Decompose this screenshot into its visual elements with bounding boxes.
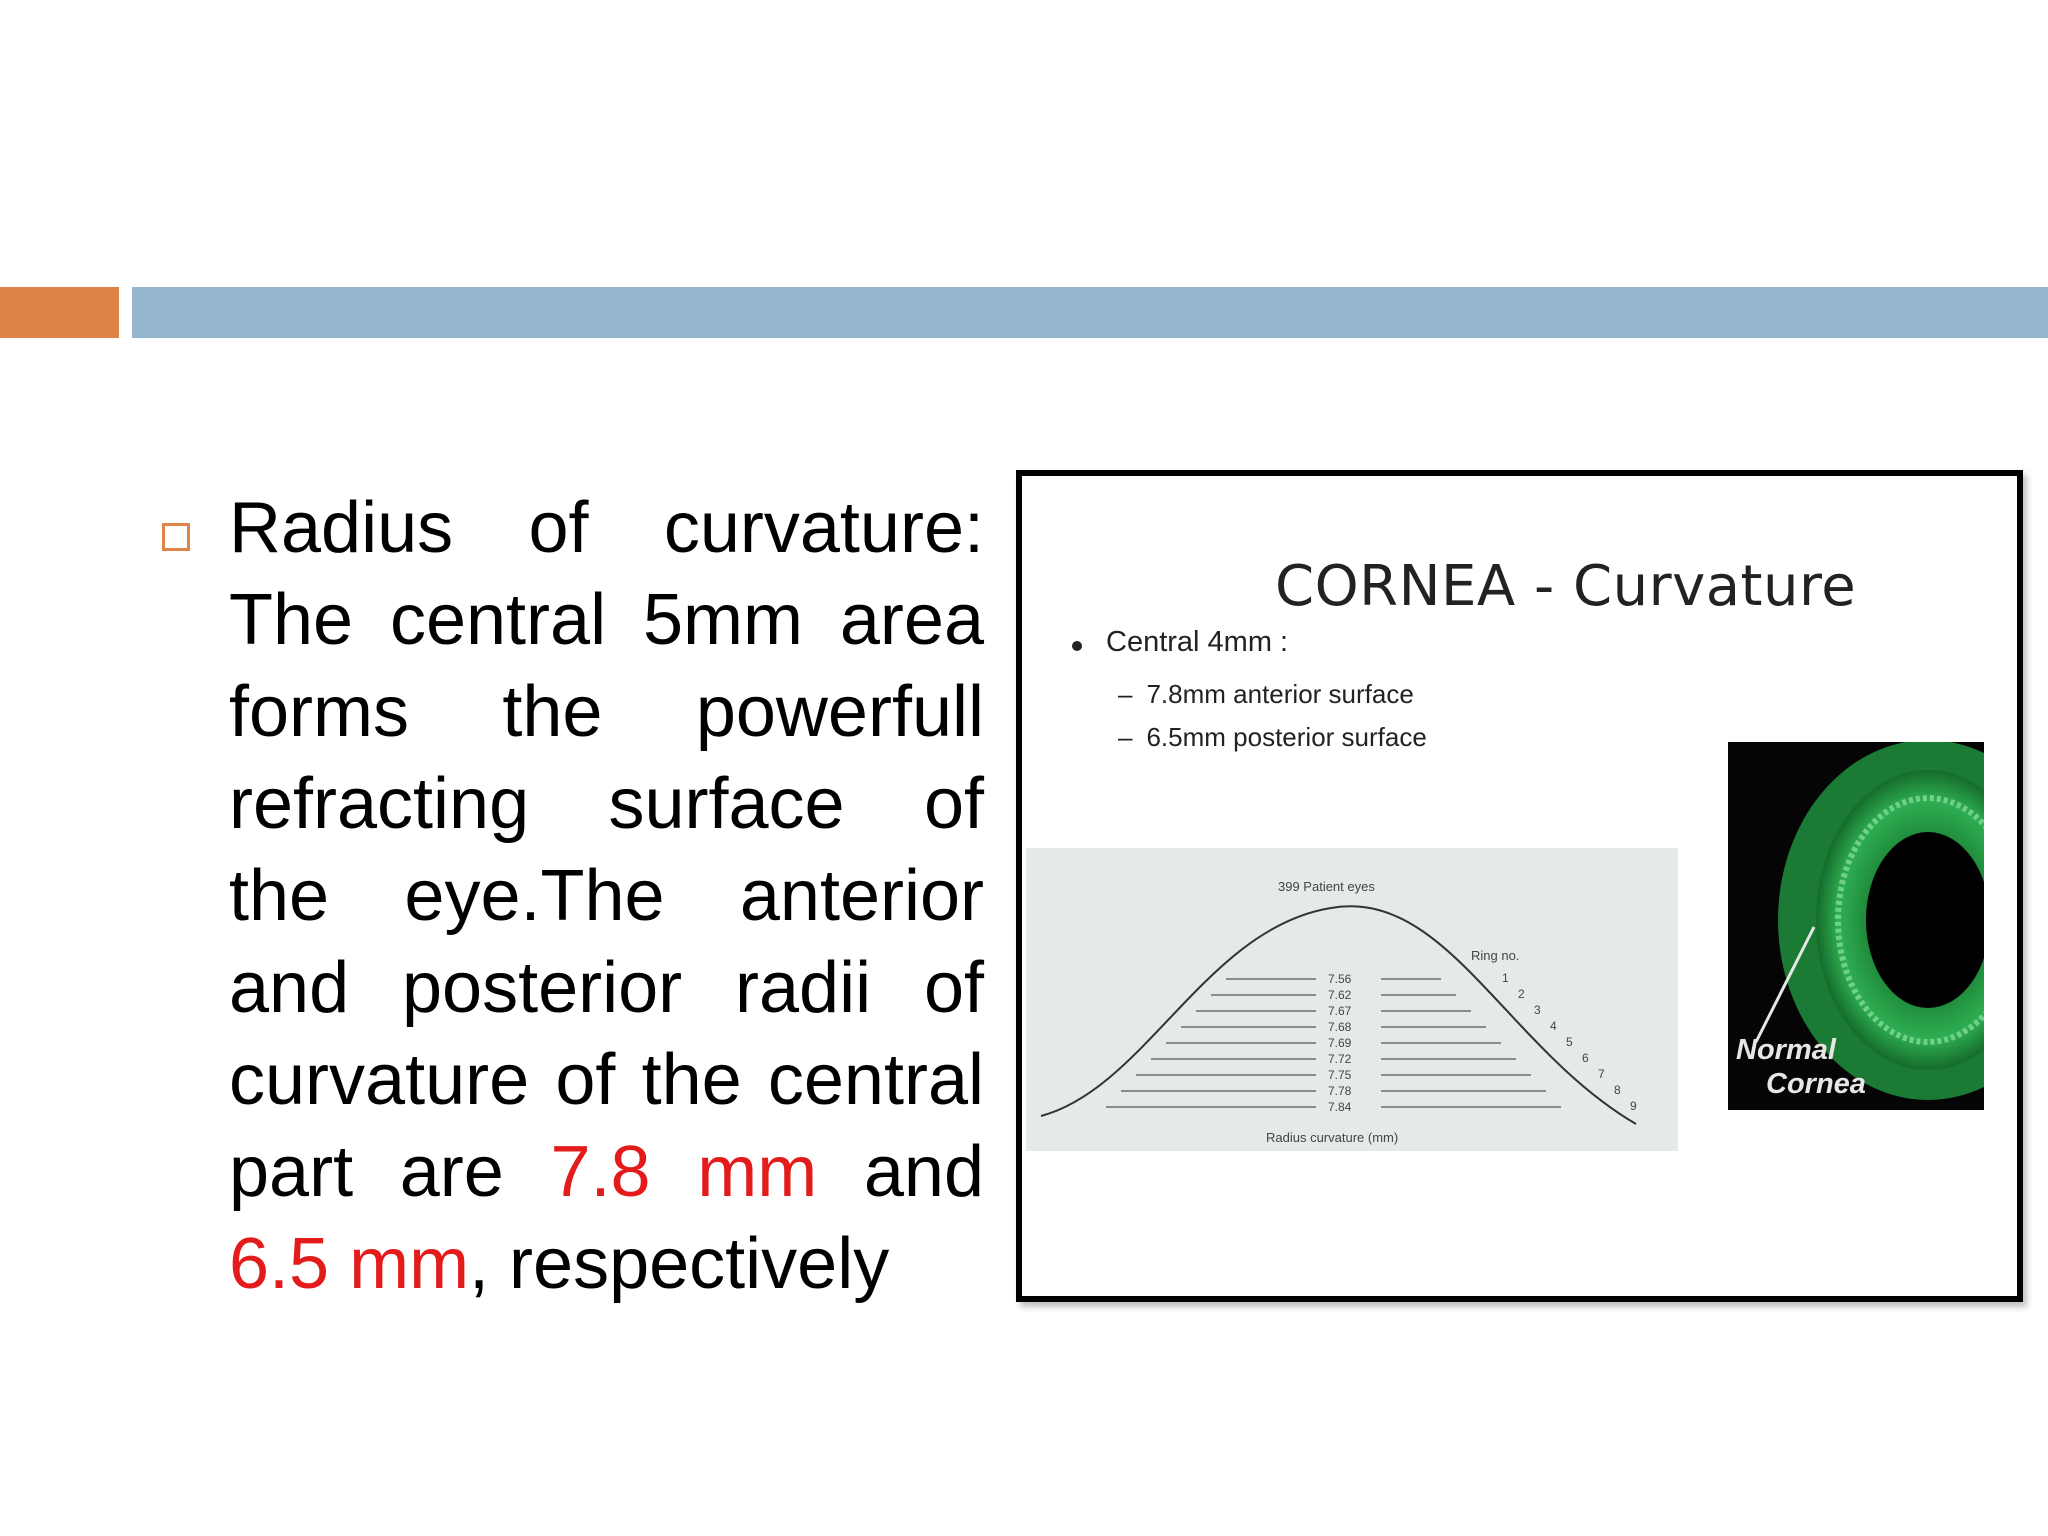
body-paragraph [229, 482, 984, 1310]
eye-caption-normal: Normal [1736, 1034, 1836, 1066]
bullet-square-icon [162, 523, 190, 551]
posterior-radius-value: 6.5 mm [229, 1224, 470, 1304]
posterior-surface-text: 6.5mm posterior surface [1146, 722, 1427, 752]
ring-number-label: 3 [1534, 1003, 1541, 1017]
ring-number-label: 5 [1566, 1035, 1573, 1049]
anterior-radius-value: 7.8 mm [550, 1132, 818, 1212]
radius-label: 7.62 [1328, 988, 1352, 1002]
text-segment: , respectively [469, 1224, 890, 1304]
ring-number-label: 4 [1550, 1019, 1557, 1033]
radius-label: 7.75 [1328, 1068, 1352, 1082]
ring-number-label: 8 [1614, 1083, 1621, 1097]
curvature-distribution-chart [1026, 848, 1678, 1151]
ring-number-label: 7 [1598, 1067, 1605, 1081]
figure-title: CORNEA - Curvature [1275, 554, 1857, 619]
chart-heading: 399 Patient eyes [1278, 879, 1375, 894]
text-segment: and [817, 1132, 985, 1212]
text-segment: Radius of curvature: The central 5mm area forms the powerfull refracting surface of the eye.The anterior and posterior radii of curvature of the central part are [229, 488, 984, 1212]
accent-bar-orange [0, 287, 119, 338]
radius-label: 7.78 [1328, 1084, 1352, 1098]
radius-label: 7.72 [1328, 1052, 1352, 1066]
ring-number-label: 6 [1582, 1051, 1589, 1065]
radius-label: 7.84 [1328, 1100, 1352, 1114]
ring-label: Ring no. [1471, 948, 1520, 963]
ring-number-label: 1 [1502, 971, 1509, 985]
ring-number-label: 9 [1630, 1099, 1637, 1113]
radius-label: 7.67 [1328, 1004, 1352, 1018]
normal-cornea-photo [1728, 742, 1984, 1110]
radius-label: 7.68 [1328, 1020, 1352, 1034]
ring-number-label: 2 [1518, 987, 1525, 1001]
cornea-curvature-image [1016, 470, 2023, 1302]
anterior-surface-text: 7.8mm anterior surface [1146, 679, 1414, 709]
radius-label: 7.69 [1328, 1036, 1352, 1050]
x-axis-label: Radius curvature (mm) [1266, 1130, 1399, 1145]
figure-subpoint-anterior: – 7.8mm anterior surface [1118, 679, 1414, 709]
figure-bullet-text: Central 4mm : [1106, 626, 1289, 658]
eye-caption-cornea: Cornea [1766, 1068, 1866, 1100]
figure-bullet-dot-icon [1072, 641, 1082, 651]
figure-subpoint-posterior: – 6.5mm posterior surface [1118, 722, 1427, 752]
accent-bar-blue [132, 287, 2048, 338]
radius-label: 7.56 [1328, 972, 1352, 986]
